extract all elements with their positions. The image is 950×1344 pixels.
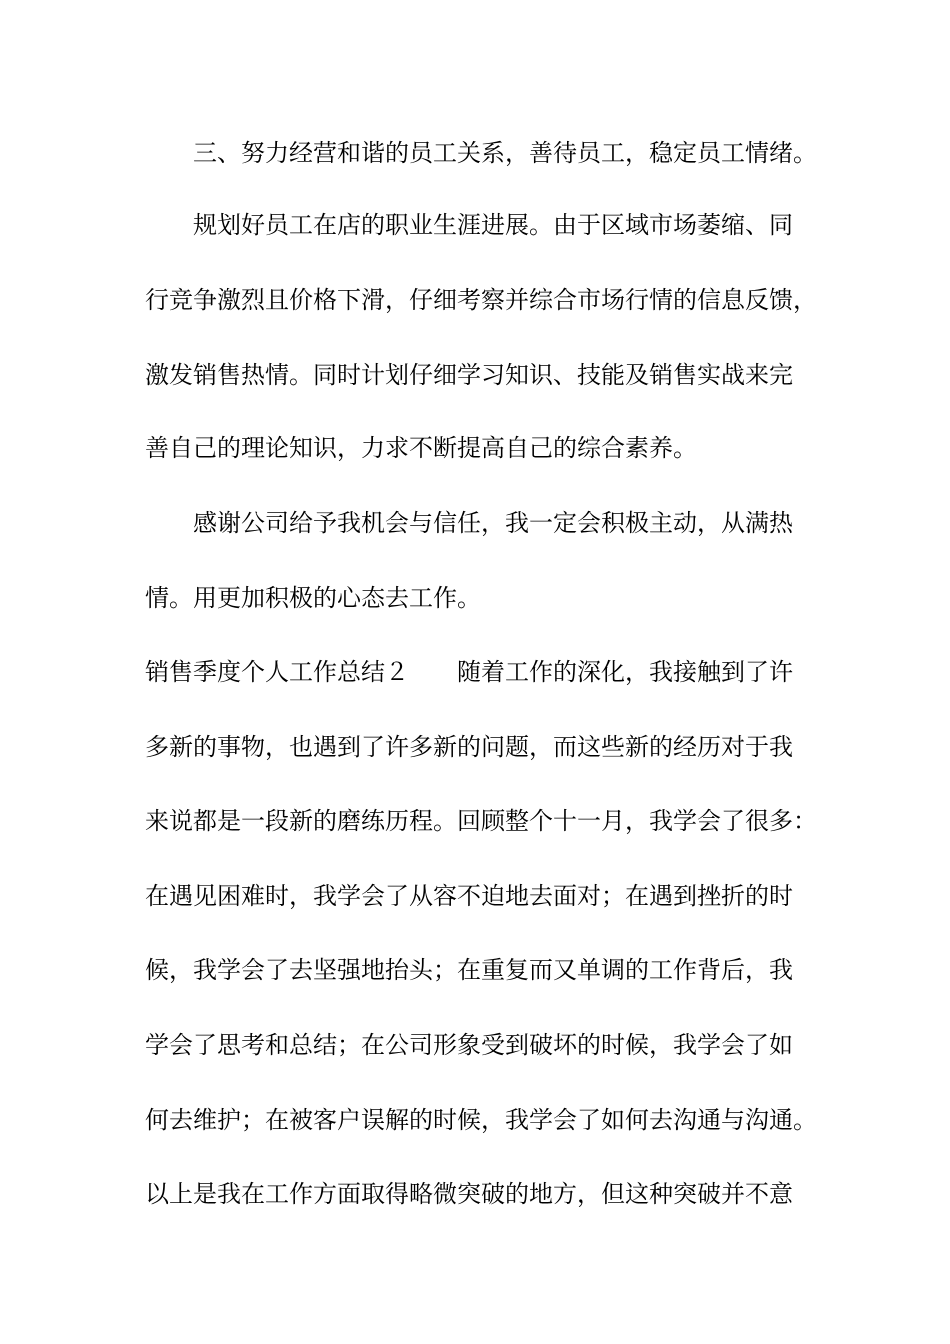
paragraph-line-3: 行竞争激烈且价格下滑，仔细考察并综合市场行情的信息反馈，	[145, 286, 817, 314]
paragraph-line-6: 感谢公司给予我机会与信任，我一定会积极主动，从满热	[193, 509, 793, 537]
section-heading-line: 销售季度个人工作总结２ 随着工作的深化，我接触到了许	[145, 658, 793, 686]
paragraph-line-12: 候，我学会了去坚强地抬头；在重复而又单调的工作背后，我	[145, 956, 793, 984]
paragraph-line-7: 情。用更加积极的心态去工作。	[145, 584, 481, 612]
paragraph-line-14: 何去维护；在被客户误解的时候，我学会了如何去沟通与沟通。	[145, 1106, 817, 1134]
paragraph-line-10: 来说都是一段新的磨练历程。回顾整个十一月，我学会了很多：	[145, 807, 817, 835]
paragraph-line-13: 学会了思考和总结；在公司形象受到破坏的时候，我学会了如	[145, 1031, 793, 1059]
paragraph-line-1: 三、努力经营和谐的员工关系，善待员工，稳定员工情绪。	[193, 139, 817, 167]
paragraph-line-2: 规划好员工在店的职业生涯进展。由于区域市场萎缩、同	[193, 211, 793, 239]
paragraph-line-4: 激发销售热情。同时计划仔细学习知识、技能及销售实战来完	[145, 361, 793, 389]
paragraph-line-9: 多新的事物，也遇到了许多新的问题，而这些新的经历对于我	[145, 733, 793, 761]
paragraph-line-5: 善自己的理论知识，力求不断提高自己的综合素养。	[145, 434, 697, 462]
paragraph-line-15: 以上是我在工作方面取得略微突破的地方，但这种突破并不意	[145, 1180, 793, 1208]
paragraph-line-11: 在遇见困难时，我学会了从容不迫地去面对；在遇到挫折的时	[145, 882, 793, 910]
